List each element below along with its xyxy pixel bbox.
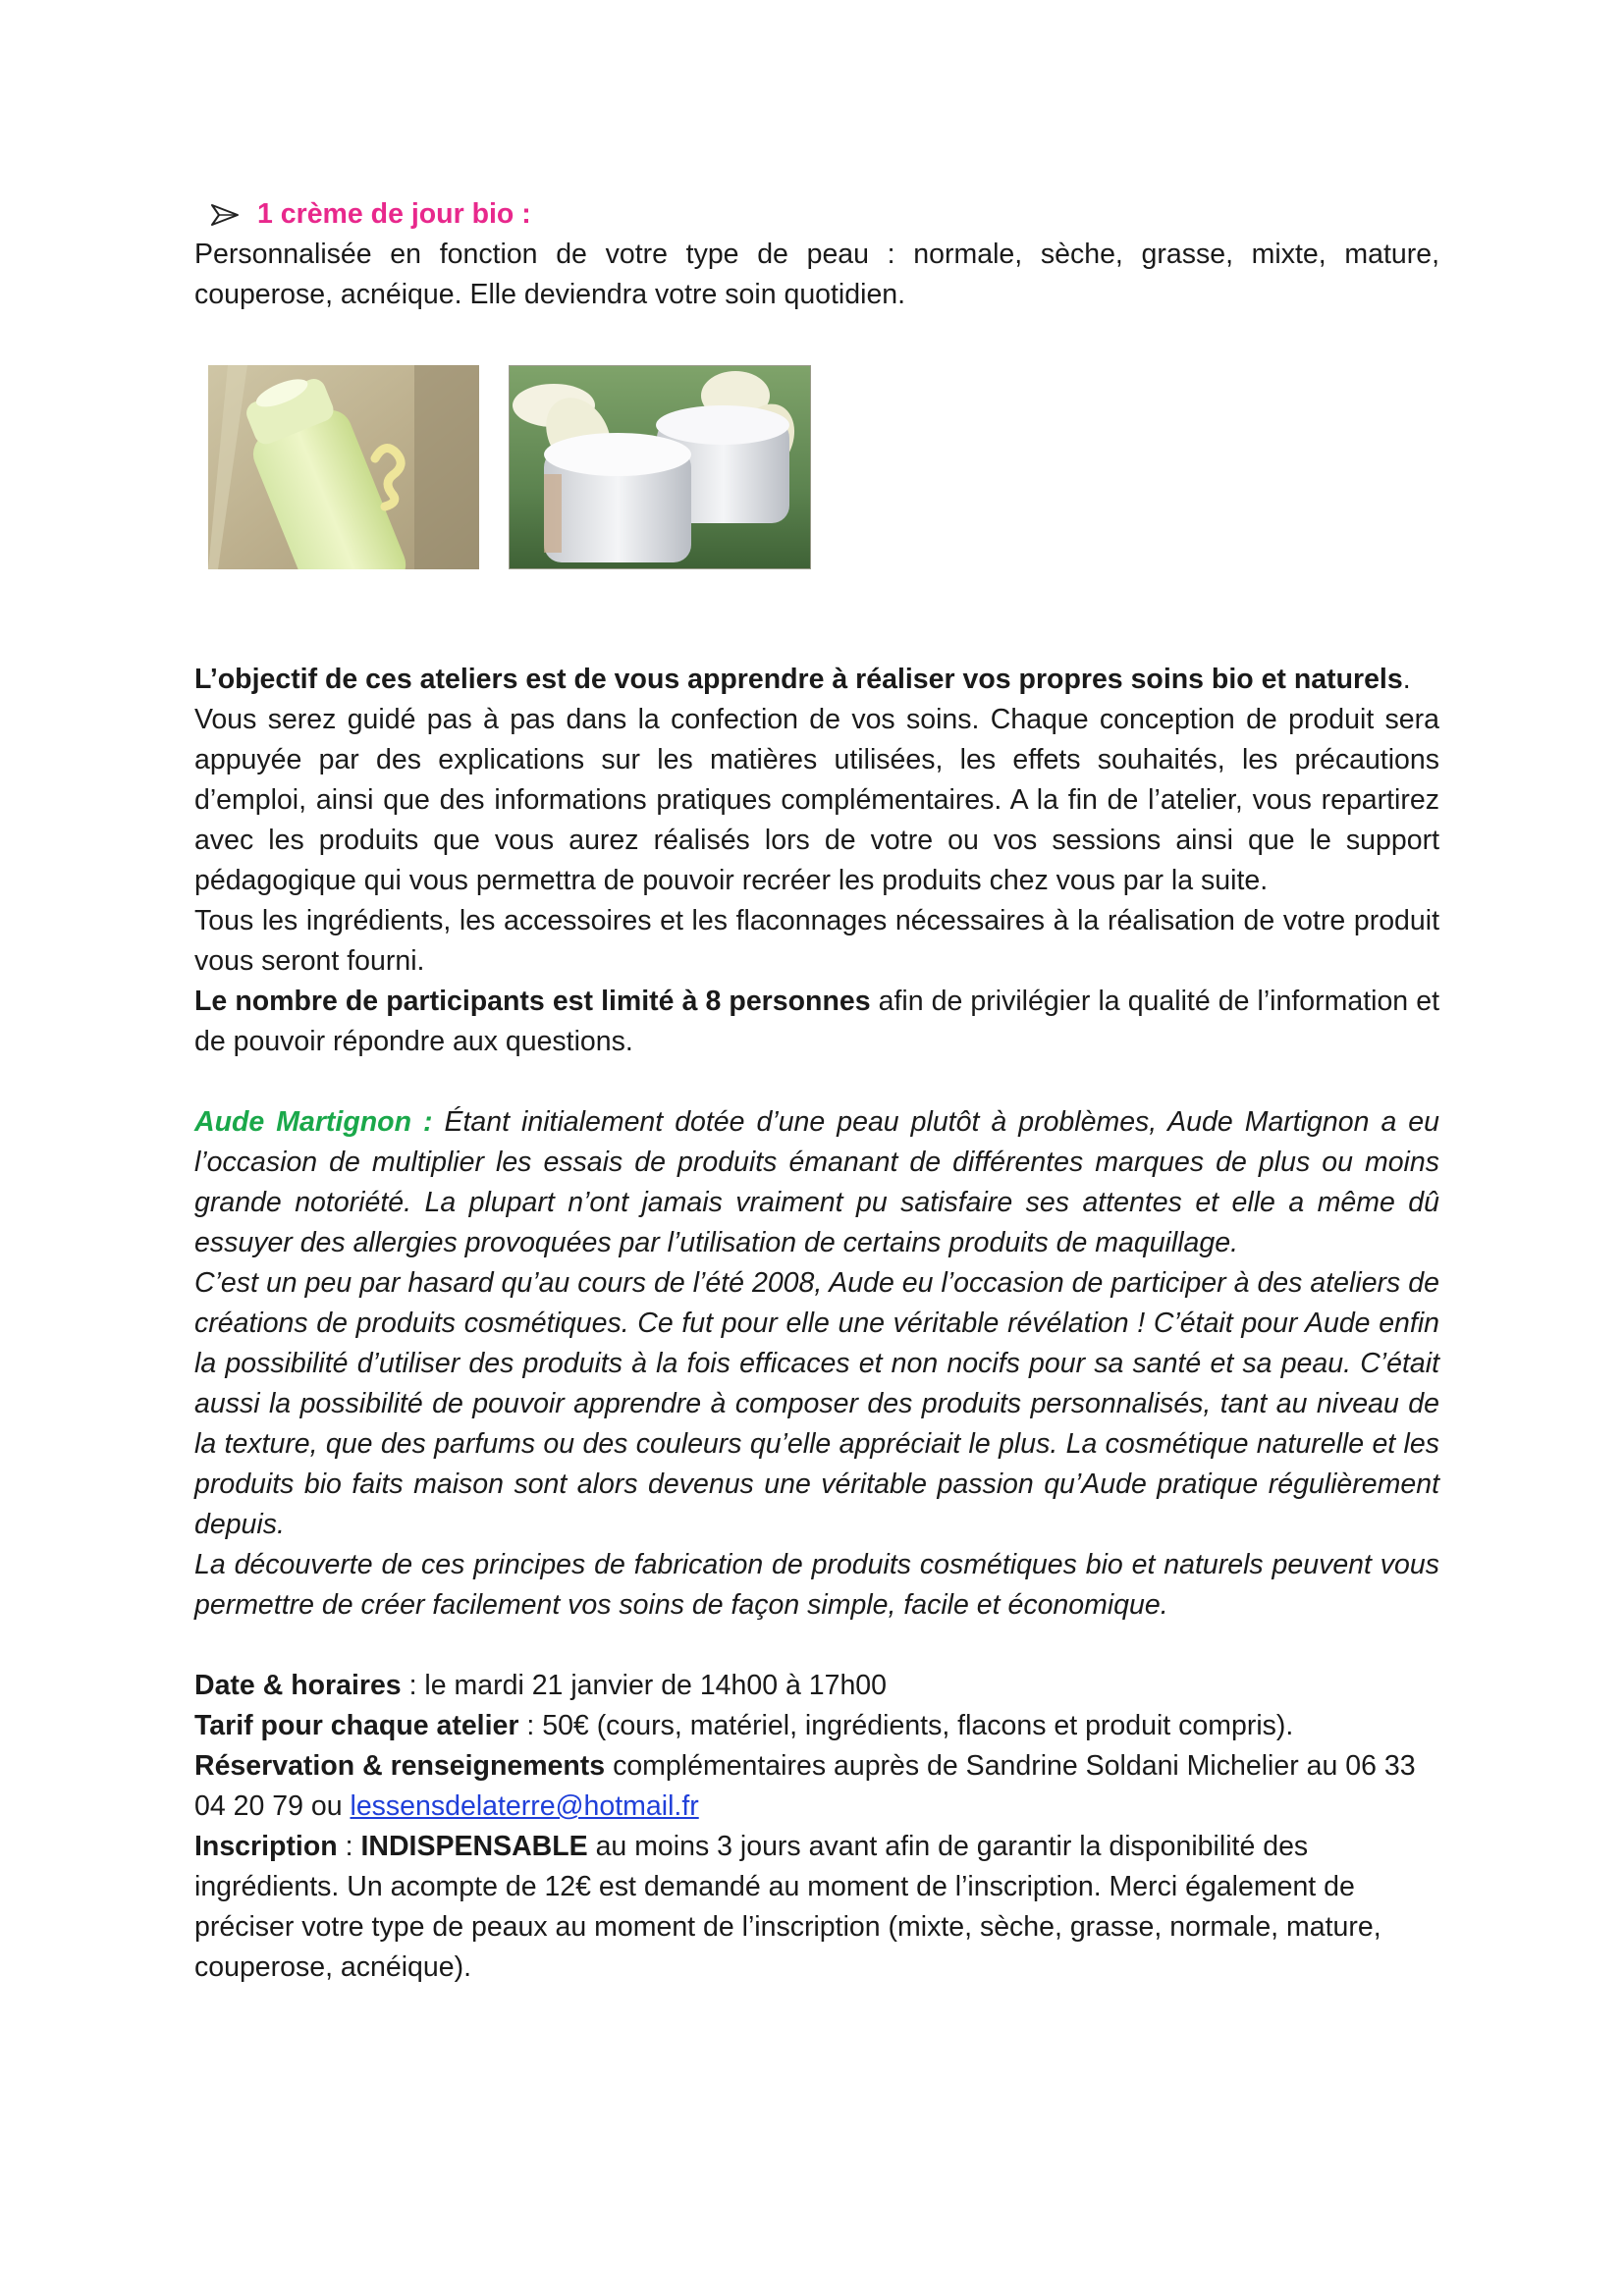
objective-supplies: Tous les ingrédients, les accessoires et les flaconnages nécessaires à la réalisation de votre produit vous seront fourni. (194, 905, 1439, 977)
arrow-bullet-icon (210, 203, 240, 227)
section-creme-de-jour (194, 194, 1439, 315)
objective-lead-end: . (1402, 664, 1411, 695)
section-heading: 1 crème de jour bio : (257, 198, 531, 230)
booking-line (194, 1746, 1439, 1827)
price-line (194, 1706, 1439, 1746)
cream-jars-photo (509, 365, 811, 569)
bullet-heading (194, 194, 1439, 235)
objective-lead: L’objectif de ces ateliers est de vous apprendre à réaliser vos propres soins bio et naturels (194, 664, 1403, 695)
signup-required: INDISPENSABLE (360, 1831, 588, 1862)
participants-limit: Le nombre de participants est limité à 8 personnes (194, 986, 871, 1017)
objective-details: Vous serez guidé pas à pas dans la confection de vos soins. Chaque conception de produit sera appuyée par des explications sur les matières utilisées, les effets souhaités, les précautions d’emploi, ainsi que des informations pratiques complémentaires. A la fin de l’atelier, vous repartirez avec les produits que vous aurez réalisés lors de votre ou vos sessions ainsi que le support pédagogique qui vous permettra de pouvoir recréer les produits chez vous par la suite. (194, 704, 1439, 896)
bio-name: Aude Martignon : (194, 1106, 433, 1138)
cream-tube-photo (208, 365, 479, 569)
section-objective (194, 660, 1439, 1988)
bio-text-1: Étant initialement dotée d’une peau plutôt à problèmes, Aude Martignon a eu l’occasion de multiplier les essais de produits émanant de différentes marques de plus ou moins grande notoriété. La plupart n’ont jamais vraiment pu satisfaire ses attentes et elle a même dû essuyer des allergies provoquées par l’utilisation de certains produits de maquillage. (194, 1106, 1440, 1258)
date-value: : le mardi 21 janvier de 14h00 à 17h00 (401, 1670, 888, 1701)
signup-sep: : (337, 1831, 361, 1862)
signup-line (194, 1827, 1439, 1988)
date-line (194, 1666, 1439, 1706)
signup-label: Inscription (194, 1831, 338, 1862)
objective-participants (194, 982, 1439, 1062)
bio-paragraph-3: La découverte de ces principes de fabrication de produits cosmétiques bio et naturels peuvent vous permettre de créer facilement vos soins de façon simple, facile et économique. (194, 1549, 1439, 1621)
price-label: Tarif pour chaque atelier (194, 1710, 519, 1741)
objective-paragraph (194, 660, 1439, 700)
price-value: : 50€ (cours, matériel, ingrédients, flacons et produit compris). (518, 1710, 1294, 1741)
signup-value: au moins 3 jours avant afin de garantir la disponibilité des ingrédients. Un acompte de 12€ est demandé au moment de l’inscription. Merci également de préciser votre type de peaux au moment de l’inscription (mixte, sèche, grasse, normale, mature, couperose, acnéique). (194, 1831, 1381, 1983)
bio-paragraph-2: C’est un peu par hasard qu’au cours de l’été 2008, Aude eu l’occasion de participer à des ateliers de créations de produits cosmétiques. Ce fut pour elle une véritable révélation ! C’était pour Aude enfin la possibilité d’utiliser des produits à la fois efficaces et non nocifs pour sa santé et sa peau. C’était aussi la possibilité de pouvoir apprendre à composer des produits personnalisés, tant au niveau de la texture, que des parfums ou des couleurs qu’elle appréciait le plus. La cosmétique naturelle et les produits bio faits maison sont alors devenus une véritable passion qu’Aude pratique régulièrement depuis. (194, 1267, 1439, 1540)
bio-paragraph-1 (194, 1102, 1439, 1263)
booking-label: Réservation & renseignements (194, 1750, 606, 1782)
participants-rest: afin de privilégier la qualité de l’information et de pouvoir répondre aux questions. (194, 986, 1439, 1057)
date-label: Date & horaires (194, 1670, 402, 1701)
email-link[interactable]: lessensdelaterre@hotmail.fr (350, 1790, 699, 1822)
section-description: Personnalisée en fonction de votre type de peau : normale, sèche, grasse, mixte, mature, couperose, acnéique. Elle deviendra votre soin quotidien. (194, 239, 1439, 310)
booking-value: complémentaires auprès de Sandrine Soldani Michelier au 06 33 04 20 79 ou (194, 1750, 1416, 1822)
